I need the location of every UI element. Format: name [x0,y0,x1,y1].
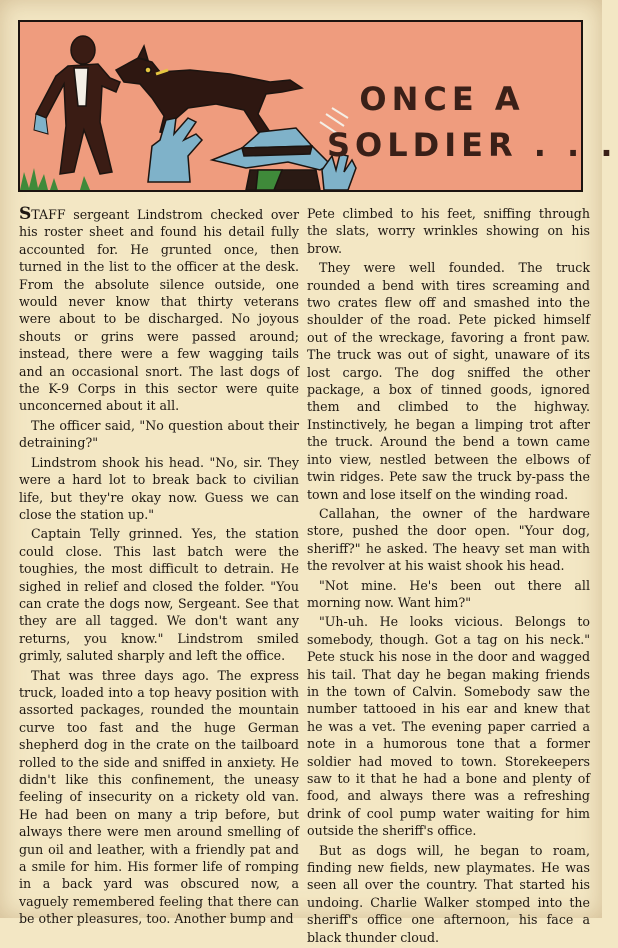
right-text-column [307,205,590,948]
paragraph-text: TAFF sergeant Lindstrom checked over his roster sheet and found his detail fully accounted for. He grunted once, then turned in the list to the officer at the desk. From the absolute silence outside, one would never know that thirty veterans were about to be discharged. No joyous shouts or grins were passed around; instead, there were a few wagging tails and an occasional snort. The last dogs of the K-9 Corps in this sector were quite unconcerned about it all. [19,207,299,414]
paragraph: Lindstrom shook his head. "No, sir. They were a hard lot to break back to civilian life, but they're okay now. Guess we can close the station up." [19,454,299,522]
paragraph: That was three days ago. The express truck, loaded into a top heavy position with assorted packages, rounded the mountain curve too fast and the huge German shepherd dog in the crate on the tailboard rolled to the side and sniffed in anxiety. He didn't like this confinement, the uneasy feeling of insecurity on a rickety old van. He had been on many a trip before, but always there were men around smelling of gun oil and leather, with a friendly pat and a smile for him. His former life of romping in a back yard was obscured now, a vaguely remembered feeling that there can be other pleasures, too. Another bump and [19,667,299,927]
man-figure [36,36,120,174]
title-line-1: ONCE A [359,80,525,118]
paragraph: Callahan, the owner of the hardware store, pushed the door open. "Your dog, sheriff?" he asked. The heavy set man with the revolver at his waist shook his head. [307,505,590,574]
story-title [327,76,618,168]
paragraph: The officer said, "No question about their detraining?" [19,417,299,451]
paragraph: Captain Telly grinned. Yes, the station could close. This last batch were the toughies, the most difficult to detrain. He sighed in relief and closed the folder. "You can crate the dogs now, Sergeant. See that they are all tagged. We don't want any returns, you know." Lindstrom smiled grimly, saluted sharply and left the office. [19,526,299,664]
paragraph: They were well founded. The truck rounded a bend with tires screaming and two crates flew off and smashed into the shoulder of the road. Pete picked himself out of the wreckage, favoring a front paw. The truck was out of sight, unaware of its lost cargo. The dog sniffed the other package, a box of tinned goods, ignored them and climbed to the highway. Instinctively, he began a limping trot after the truck. Around the bend a town came into view, nestled between the elbows of twin ridges. Pete saw the truck by-pass the town and lose itself on the winding road. [307,260,590,502]
drop-cap: S [19,204,32,224]
leaping-dog [116,46,302,134]
paragraph: "Not mine. He's been out there all morning now. Want him?" [307,577,590,610]
paragraph [19,206,299,415]
grass-decoration [20,168,48,190]
title-line-2: SOLDIER . . . [327,126,618,164]
raised-hand-icon [148,118,202,182]
paragraph: But as dogs will, he began to roam, finding new fields, new playmates. He was seen all over the country. That started his undoing. Charlie Walker stomped into the sheriff's office one afternoon, his face a black thunder cloud. [307,842,590,945]
paragraph: Pete climbed to his feet, sniffing through the slats, worry wrinkles showing on his brow. [307,206,590,256]
hat-figure [212,128,330,190]
header-illustration-panel [18,20,618,192]
left-text-column [19,206,299,930]
paragraph: "Uh-uh. He looks vicious. Belongs to somebody, though. Got a tag on his neck." Pete stuck his nose in the door and wagged his tail. That day he began making friends in the town of Calvin. Somebody saw the number tattooed in his ear and knew that he was a vet. The evening paper carried a note in a humorous tone that a former soldier had moved to town. Storekeepers saw to it that he had a bone and plenty of food, and always there was a refreshing drink of cool pump water waiting for him outside the sheriff's office. [307,614,590,839]
